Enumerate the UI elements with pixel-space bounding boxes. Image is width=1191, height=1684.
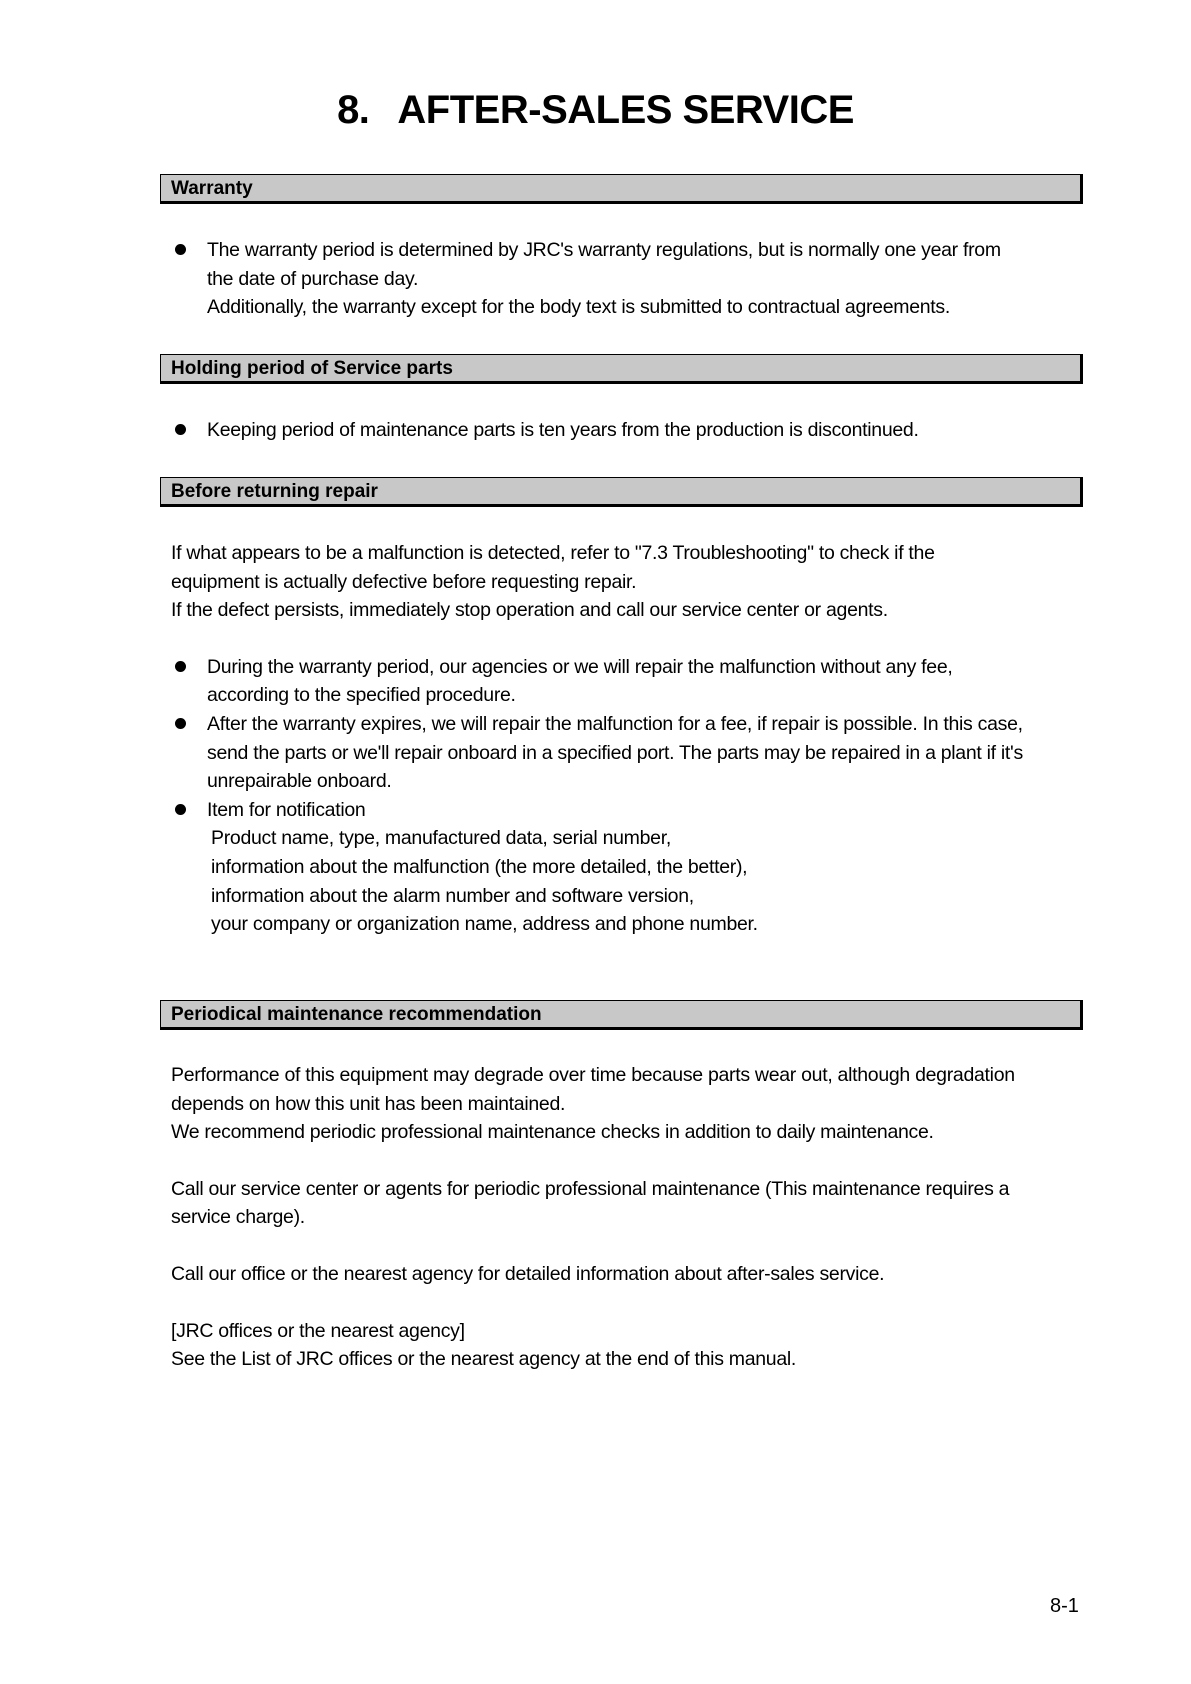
text-line: the date of purchase day. [207, 267, 419, 290]
text-line: Item for notification [207, 798, 366, 821]
chapter-title: AFTER-SALES SERVICE [397, 88, 854, 132]
notification-item: Product name, type, manufactured data, serial number, [211, 827, 671, 850]
section-header-periodical-maintenance: Periodical maintenance recommendation [160, 1000, 1083, 1030]
text-line: If what appears to be a malfunction is detected, refer to "7.3 Troubleshooting" to check if the [171, 542, 935, 564]
periodical-body [171, 1061, 1091, 1374]
list-item [171, 416, 1091, 445]
bullet-icon [175, 804, 186, 815]
warranty-body [171, 236, 1091, 322]
bullet-icon [175, 718, 186, 729]
notification-item: your company or organization name, address and phone number. [211, 913, 758, 936]
text-line: See the List of JRC offices or the nearest agency at the end of this manual. [171, 1348, 797, 1371]
text-line: Performance of this equipment may degrade over time because parts wear out, although degradation [171, 1064, 1015, 1086]
list-item [171, 710, 1091, 796]
text-line: unrepairable onboard. [207, 770, 392, 793]
text-line: We recommend periodic professional maintenance checks in addition to daily maintenance. [171, 1121, 934, 1144]
text-line: [JRC offices or the nearest agency] [171, 1319, 465, 1342]
text-line: The warranty period is determined by JRC's warranty regulations, but is normally one year from [207, 239, 1001, 261]
text-line: After the warranty expires, we will repair the malfunction for a fee, if repair is possible. In this case, [207, 712, 1023, 735]
chapter-number: 8. [337, 88, 370, 132]
text-line: equipment is actually defective before requesting repair. [171, 570, 637, 593]
text-line: If the defect persists, immediately stop operation and call our service center or agents. [171, 599, 888, 622]
bullet-icon [175, 661, 186, 672]
text-line: send the parts or we'll repair onboard in a specified port. The parts may be repaired in a plant if it's [207, 741, 1023, 764]
notification-item: information about the alarm number and software version, [211, 884, 694, 907]
list-item [171, 796, 1091, 939]
section-header-before-returning: Before returning repair [160, 477, 1083, 507]
section-header-warranty: Warranty [160, 174, 1083, 204]
bullet-icon [175, 424, 186, 435]
text-line: according to the specified procedure. [207, 684, 516, 707]
bullet-icon [175, 244, 186, 255]
text-line: Keeping period of maintenance parts is ten years from the production is discontinued. [207, 419, 919, 441]
before-returning-body [171, 539, 1091, 939]
text-line: Additionally, the warranty except for the body text is submitted to contractual agreements. [207, 296, 950, 319]
list-item [171, 653, 1091, 710]
text-line: Call our service center or agents for periodic professional maintenance (This maintenance requires a [171, 1177, 1010, 1200]
holding-body [171, 416, 1091, 445]
section-header-holding-period: Holding period of Service parts [160, 354, 1083, 384]
text-line: depends on how this unit has been maintained. [171, 1092, 566, 1115]
page-number: 8-1 [1050, 1595, 1079, 1617]
text-line: service charge). [171, 1206, 305, 1229]
page-title [0, 88, 1191, 133]
list-item [171, 236, 1091, 322]
text-line: During the warranty period, our agencies or we will repair the malfunction without any fee, [207, 655, 953, 678]
notification-item: information about the malfunction (the more detailed, the better), [211, 855, 748, 878]
text-line: Call our office or the nearest agency for detailed information about after-sales service. [171, 1262, 885, 1285]
